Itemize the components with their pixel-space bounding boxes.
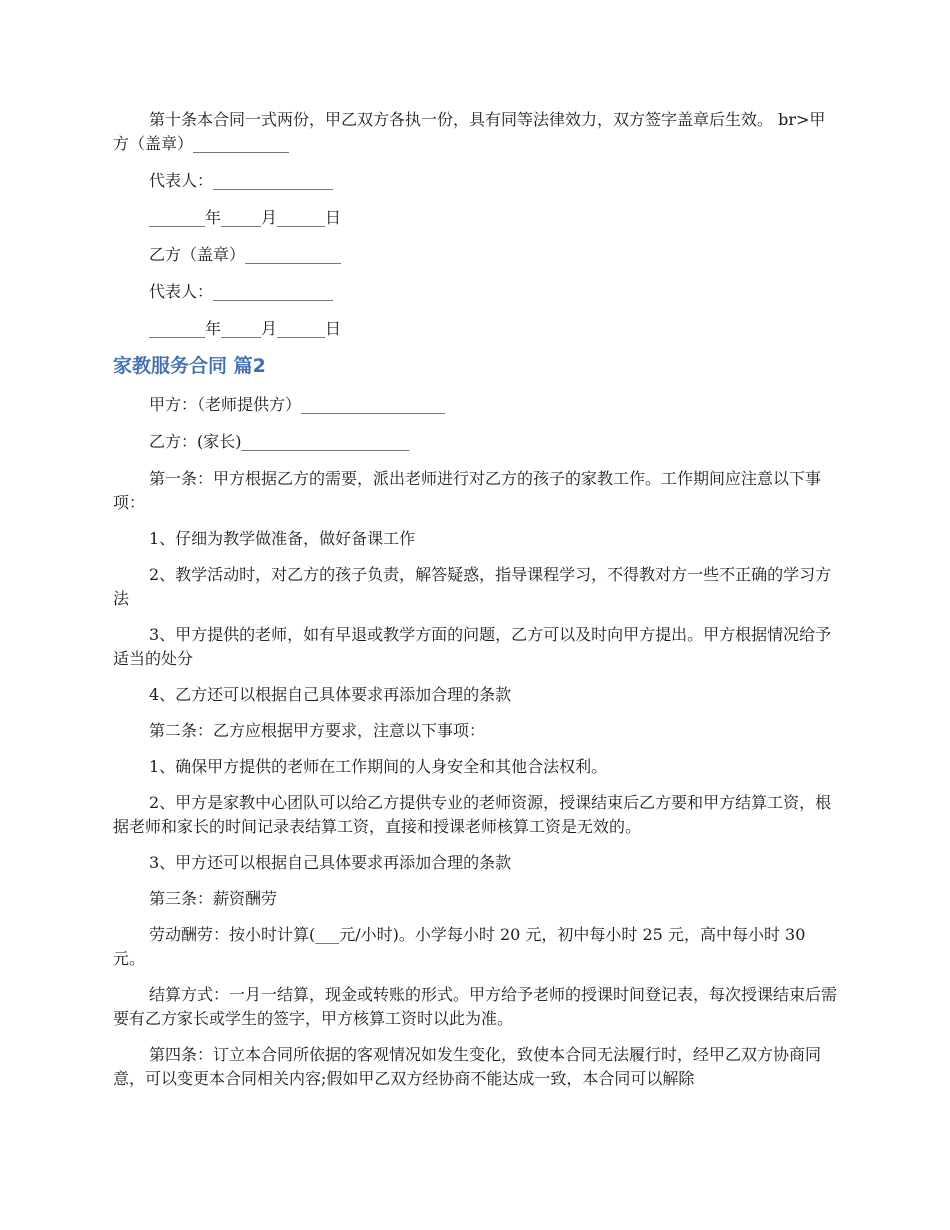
article-one-item-3: 3、甲方提供的老师，如有早退或教学方面的问题，乙方可以及时向甲方提出。甲方根据情况给予适当的处分 (113, 625, 832, 668)
article-one-item-1: 1、仔细为教学做准备，做好备课工作 (149, 529, 416, 548)
article-two-paragraph: 第二条：乙方应根据甲方要求，注意以下事项： (149, 721, 486, 740)
article-three-paragraph: 第三条：薪资酬劳 (149, 889, 278, 908)
document-page (113, 108, 840, 1091)
article-one-item-2: 2、教学活动时，对乙方的孩子负责，解答疑惑，指导课程学习，不得教对方一些不正确的学习方法 (113, 565, 832, 608)
party-b-representative-line: 代表人：_______________ (149, 282, 334, 301)
party-a-line: 甲方：（老师提供方）__________________ (149, 395, 446, 414)
party-a-date-line: _______年_____月______日 (149, 208, 342, 227)
compensation-paragraph: 劳动酬劳：按小时计算(___元/小时)。小学每小时 20 元，初中每小时 25 元，高中每小时 30 元。 (113, 925, 811, 968)
article-two-item-3: 3、甲方还可以根据自己具体要求再添加合理的条款 (149, 853, 512, 872)
article-one-paragraph: 第一条：甲方根据乙方的需要，派出老师进行对乙方的孩子的家教工作。工作期间应注意以下事项： (113, 469, 822, 512)
article-four-paragraph: 第四条：订立本合同所依据的客观情况如发生变化，致使本合同无法履行时，经甲乙双方协商同意，可以变更本合同相关内容;假如甲乙双方经协商不能达成一致，本合同可以解除 (113, 1045, 822, 1088)
section-heading: 家教服务合同 篇2 (113, 355, 266, 377)
clause-ten-paragraph: 第十条本合同一式两份，甲乙双方各执一份，具有同等法律效力，双方签字盖章后生效。 br>甲方（盖章）____________ (113, 110, 826, 153)
party-b-seal-line: 乙方（盖章）____________ (149, 245, 342, 264)
party-a-representative-line: 代表人：_______________ (149, 171, 334, 190)
settlement-paragraph: 结算方式：一月一结算，现金或转账的形式。甲方给予老师的授课时间登记表，每次授课结束后需要有乙方家长或学生的签字，甲方核算工资时以此为准。 (113, 985, 838, 1028)
article-one-item-4: 4、乙方还可以根据自己具体要求再添加合理的条款 (149, 685, 512, 704)
article-two-item-1: 1、确保甲方提供的老师在工作期间的人身安全和其他合法权利。 (149, 757, 608, 776)
party-b-date-line: _______年_____月______日 (149, 319, 342, 338)
article-two-item-2: 2、甲方是家教中心团队可以给乙方提供专业的老师资源，授课结束后乙方要和甲方结算工资，根据老师和家长的时间记录表结算工资，直接和授课老师核算工资是无效的。 (113, 793, 832, 836)
party-b-line: 乙方：(家长)_____________________ (149, 432, 410, 451)
